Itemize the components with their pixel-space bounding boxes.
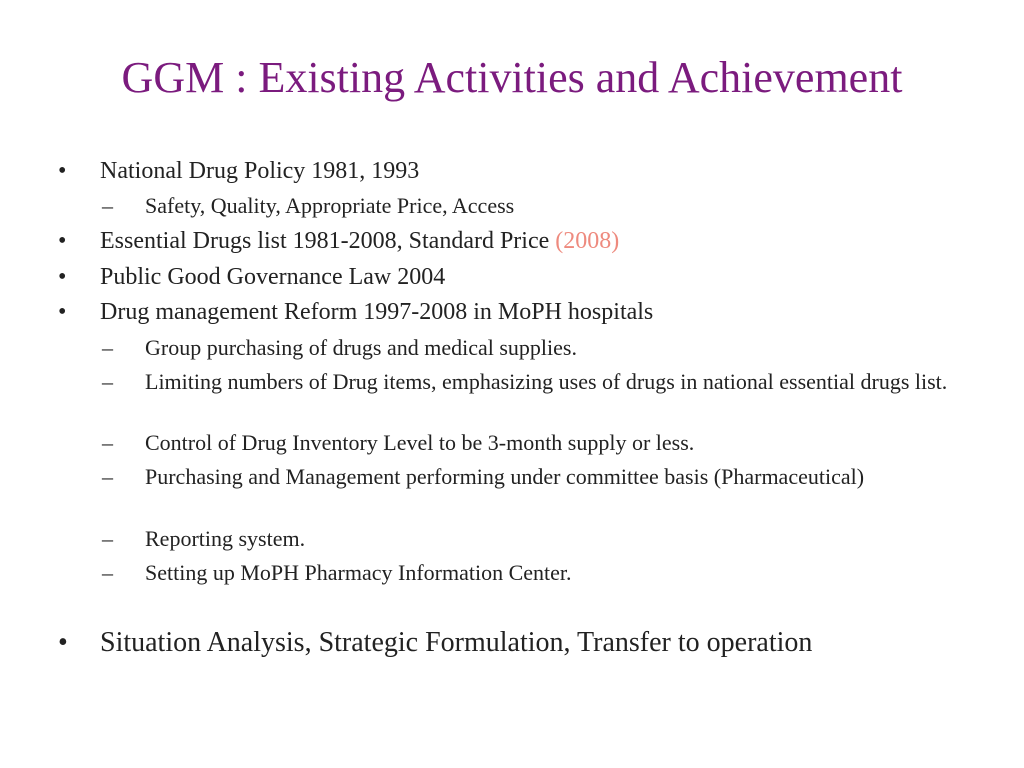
- bullet-marker: •: [58, 228, 67, 254]
- bullet-marker: •: [58, 627, 68, 658]
- bullet-text: National Drug Policy 1981, 1993: [100, 158, 420, 184]
- subbullet-text: Setting up MoPH Pharmacy Information Center.: [145, 560, 572, 585]
- subbullet-text: Purchasing and Management performing under committee basis (Pharmaceutical): [145, 464, 865, 489]
- slide-title: GGM : Existing Activities and Achievement: [121, 53, 903, 102]
- highlight-year: (2008): [555, 228, 620, 254]
- dash-marker: –: [102, 369, 113, 394]
- dash-marker: –: [102, 335, 113, 360]
- dash-marker: –: [102, 193, 113, 218]
- bullet-marker: •: [58, 158, 67, 184]
- subbullet-text: Control of Drug Inventory Level to be 3-month supply or less.: [145, 430, 695, 455]
- dash-marker: –: [102, 464, 113, 489]
- dash-marker: –: [102, 430, 113, 455]
- subbullet-text: Reporting system.: [145, 526, 306, 551]
- subbullet-text: Limiting numbers of Drug items, emphasizing uses of drugs in national essential drugs list.: [145, 369, 948, 394]
- bullet-text: Situation Analysis, Strategic Formulation, Transfer to operation: [100, 627, 813, 658]
- subbullet-text: Group purchasing of drugs and medical supplies.: [145, 335, 577, 360]
- bullet-marker: •: [58, 299, 67, 325]
- bullet-text-wrapper: [100, 226, 619, 256]
- dash-marker: –: [102, 560, 113, 585]
- bullet-text: Essential Drugs list 1981-2008, Standard Price: [100, 228, 556, 254]
- subbullet-text: Safety, Quality, Appropriate Price, Access: [145, 193, 515, 218]
- bullet-text: Public Good Governance Law 2004: [100, 264, 446, 290]
- bullet-marker: •: [58, 264, 67, 290]
- bullet-text: Drug management Reform 1997-2008 in MoPH hospitals: [100, 299, 654, 325]
- dash-marker: –: [102, 526, 113, 551]
